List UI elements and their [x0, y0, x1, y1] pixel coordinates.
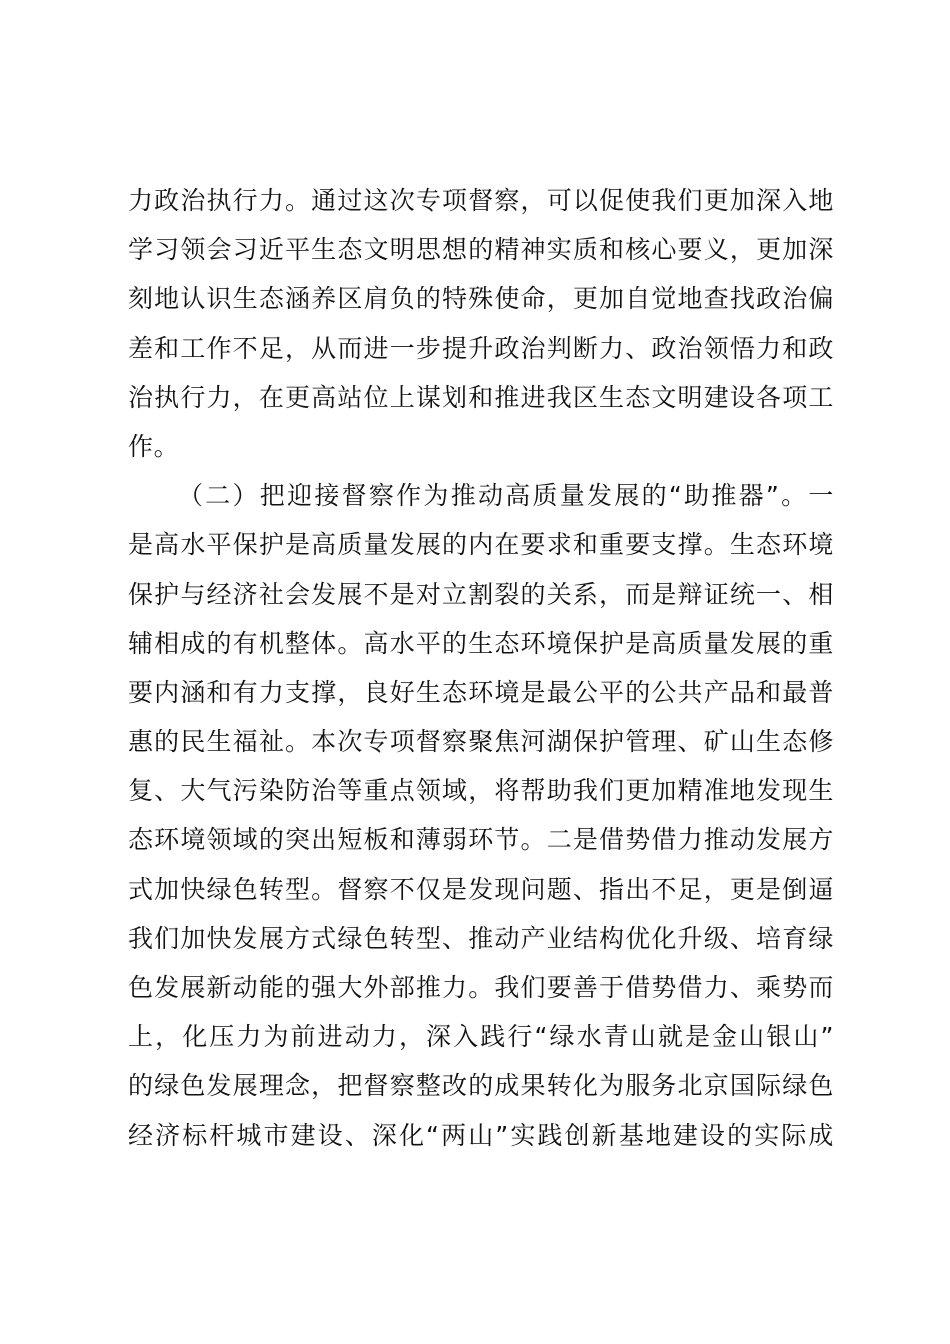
text-line: （二）把迎接督察作为推动高质量发展的“助推器”。一 [178, 481, 834, 511]
text-line: 色发展新动能的强大外部推力。我们要善于借势借力、乘势而 [128, 973, 834, 1002]
text-line: 作。 [128, 431, 180, 461]
text-line: 学习领会习近平生态文明思想的精神实质和核心要义，更加深 [128, 235, 834, 265]
text-line: 辅相成的有机整体。高水平的生态环境保护是高质量发展的重 [128, 628, 834, 658]
text-line: 治执行力，在更高站位上谋划和推进我区生态文明建设各项工 [128, 382, 834, 412]
text-line: 刻地认识生态涵养区肩负的特殊使命，更加自觉地查找政治偏 [128, 284, 834, 314]
text-line: 要内涵和有力支撑，良好生态环境是最公平的公共产品和最普 [128, 677, 834, 707]
text-line: 经济标杆城市建设、深化“两山”实践创新基地建设的实际成 [128, 1120, 834, 1150]
text-line: 态环境领域的突出短板和薄弱环节。二是借势借力推动发展方 [128, 825, 834, 855]
paragraph-2 [128, 471, 834, 1160]
text-line: 上，化压力为前进动力，深入践行“绿水青山就是金山银山” [128, 1022, 834, 1052]
text-line: 力政治执行力。通过这次专项督察，可以促使我们更加深入地 [128, 186, 834, 215]
paragraph-1 [128, 176, 834, 471]
text-line: 式加快绿色转型。督察不仅是发现问题、指出不足，更是倒逼 [128, 874, 834, 904]
text-line: 我们加快发展方式绿色转型、推动产业结构优化升级、培育绿 [128, 923, 834, 953]
text-line: 差和工作不足，从而进一步提升政治判断力、政治领悟力和政 [128, 333, 834, 363]
text-line: 是高水平保护是高质量发展的内在要求和重要支撑。生态环境 [128, 530, 834, 560]
text-line: 的绿色发展理念，把督察整改的成果转化为服务北京国际绿色 [128, 1071, 834, 1101]
text-line: 惠的民生福祉。本次专项督察聚焦河湖保护管理、矿山生态修 [128, 727, 834, 757]
text-line: 保护与经济社会发展不是对立割裂的关系，而是辩证统一、相 [128, 579, 834, 609]
document-page [128, 176, 834, 1160]
text-line: 复、大气污染防治等重点领域，将帮助我们更加精准地发现生 [128, 776, 834, 806]
